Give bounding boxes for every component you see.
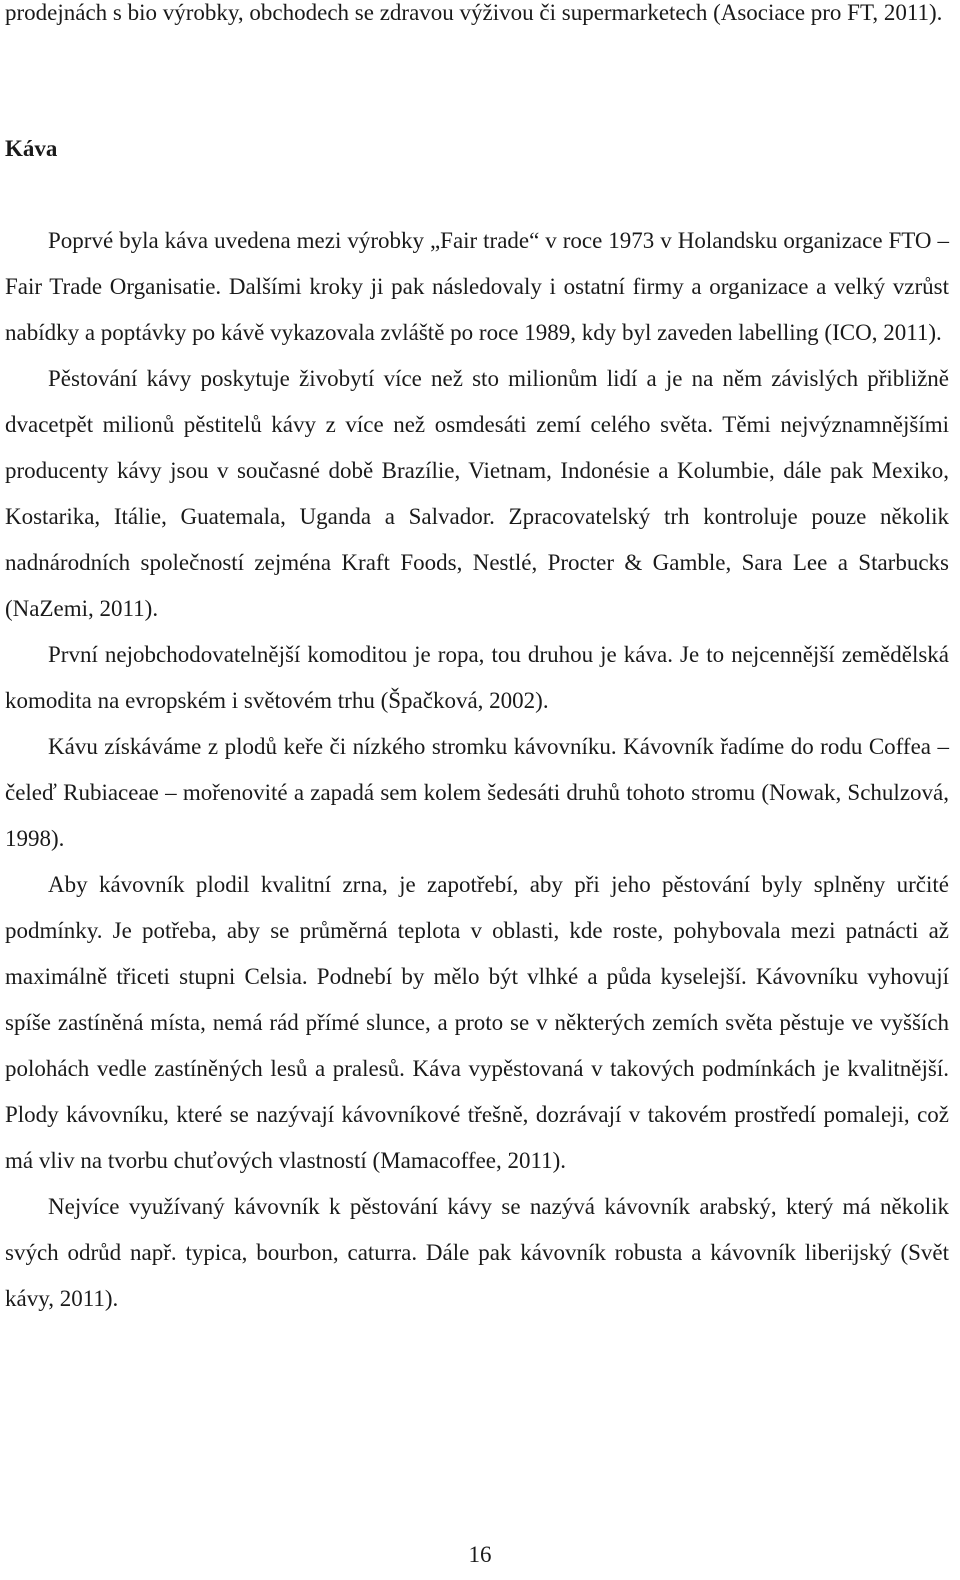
paragraph-fair-trade: Poprvé byla káva uvedena mezi výrobky „Fair trade“ v roce 1973 v Holandsku organizace FTO – Fair Trade Organisatie. Dalšími kroky ji pak následovaly i ostatní firmy a organizace a velký vzrůst nabídky a poptávky po kávě vykazovala zvláště po roce 1989, kdy byl zaveden labelling (ICO, 2011). bbox=[5, 228, 949, 345]
page-number: 16 bbox=[468, 1542, 492, 1567]
paragraph-commodity: První nejobchodovatelnější komoditou je ropa, tou druhou je káva. Je to nejcennější zemědělská komodita na evropském i světovém trhu (Špačková, 2002). bbox=[5, 642, 949, 713]
paragraph-coffea: Kávu získáváme z plodů keře či nízkého stromku kávovníku. Kávovník řadíme do rodu Coffea – čeleď Rubiaceae – mořenovité a zapadá sem kolem šedesáti druhů tohoto stromu (Nowak, Schulzová, 1998). bbox=[5, 734, 949, 851]
intro-paragraph: prodejnách s bio výrobky, obchodech se zdravou výživou či supermarketech (Asociace pro FT, 2011). bbox=[5, 0, 943, 25]
paragraph-cultivation: Pěstování kávy poskytuje živobytí více než sto milionům lidí a je na něm závislých přibližně dvacetpět milionů pěstitelů kávy z více než osmdesáti zemí celého světa. Těmi nejvýznamnějšími producenty kávy jsou v současné době Brazílie, Vietnam, Indonésie a Kolumbie, dále pak Mexiko, Kostarika, Itálie, Guatemala, Uganda a Salvador. Zpracovatelský trh kontroluje pouze několik nadnárodních společností zejména Kraft Foods, Nestlé, Procter & Gamble, Sara Lee a Starbucks (NaZemi, 2011). bbox=[5, 366, 949, 621]
document-page bbox=[5, 0, 949, 1322]
section-heading: Káva bbox=[5, 136, 58, 161]
paragraph-conditions: Aby kávovník plodil kvalitní zrna, je zapotřebí, aby při jeho pěstování byly splněny určité podmínky. Je potřeba, aby se průměrná teplota v oblasti, kde roste, pohybovala mezi patnácti až maximálně třiceti stupni Celsia. Podnebí by mělo být vlhké a půda kyselejší. Kávovníku vyhovují spíše zastíněná místa, nemá rád přímé slunce, a proto se v některých zemích světa pěstuje ve vyšších polohách vedle zastíněných lesů a pralesů. Káva vypěstovaná v takových podmínkách je kvalitnější. Plody kávovníku, které se nazývají kávovníkové třešně, dozrávají v takovém prostředí pomaleji, což má vliv na tvorbu chuťových vlastností (Mamacoffee, 2011). bbox=[5, 872, 949, 1173]
paragraph-varieties: Nejvíce využívaný kávovník k pěstování kávy se nazývá kávovník arabský, který má několik svých odrůd např. typica, bourbon, caturra. Dále pak kávovník robusta a kávovník liberijský (Svět kávy, 2011). bbox=[5, 1194, 949, 1311]
